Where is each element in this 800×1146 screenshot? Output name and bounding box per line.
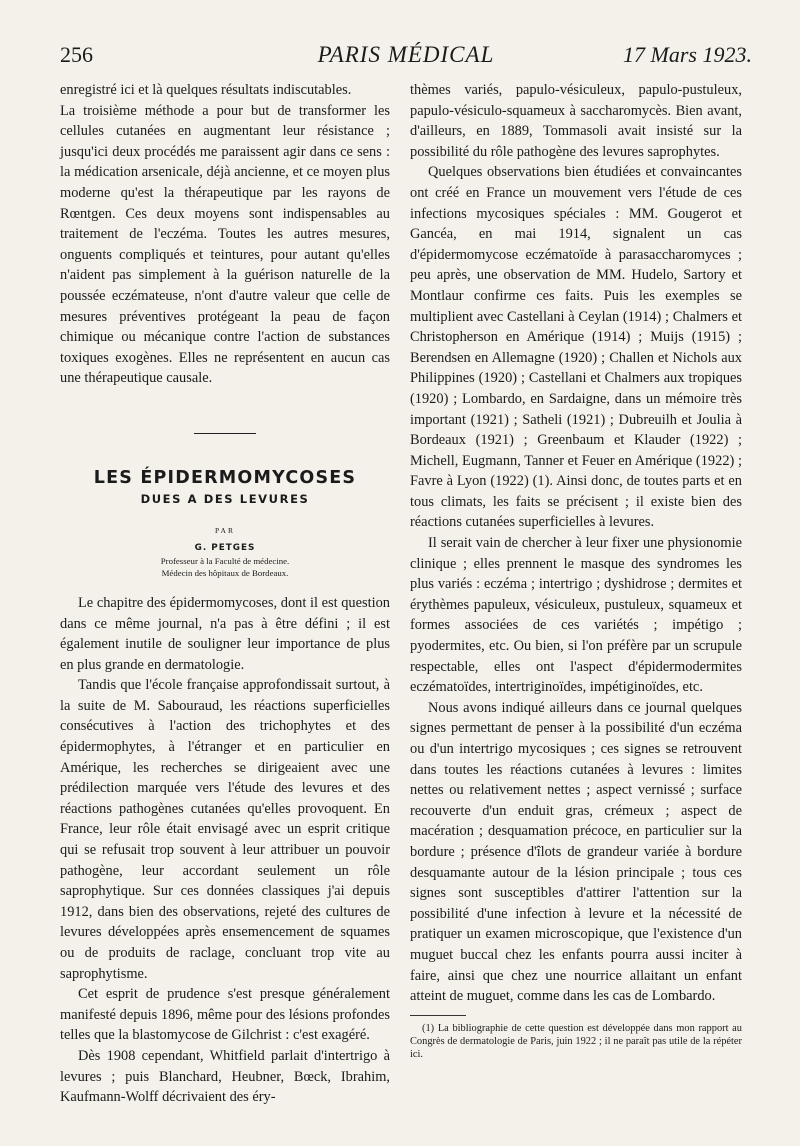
article-subtitle: DUES A DES LEVURES [140, 491, 310, 506]
paragraph: enregistré ici et là quelques résultats indiscutables. [60, 82, 352, 98]
affiliation-line: Médecin des hôpitaux de Bordeaux. [161, 567, 289, 578]
paragraph: Tandis que l'école française approfondissait surtout, à la suite de M. Sabouraud, les réactions superficielles consécutives à l'action des trichophytes et des épidermophytes, à l'étranger et en particulier en Amérique, les recherches se dirigeaient avec une prédilection marquée vers l'étude des levures et des réactions pathogènes cutanées qu'elles provoquent. En France, leur rôle était envisagé avec un esprit critique qui se refusait trop souvent à leur attribuer un pouvoir pathogène, leur accordant seulement un rôle saprophytique. Sur ces données classiques j'ai depuis 1912, dans bien des observations, rejeté des cultures de levures développées après ensemencement de squames ou de produits de raclage, concluant trop vite au saprophytisme. [60, 677, 390, 982]
paragraph: La troisième méthode a pour but de transformer les cellules cutanées en augmentant leur résistance ; jusqu'ici deux procédés me paraissent agir dans ce sens : la médication arsenicale, déjà ancienne, et ce moyen plus moderne qu'est la thérapeutique par les rayons de Rœntgen. Ces deux moyens sont indispensables au traitement de l'eczéma. Toutes les autres mesures, onguents compliqués et teintures, pour autant qu'elles n'aident pas simplement à la guérison naturelle de la poussée eczémateuse, n'ont d'autre valeur que celle de mesures préventives protégeant la peau de façon chimique ou mécanique contre l'action de substances toxiques exogènes. Elles ne représentent en aucun cas une thérapeutique causale. [60, 102, 390, 387]
journal-title: PARIS MÉDICAL [317, 42, 495, 67]
paragraph: Quelques observations bien étudiées et convaincantes ont créé en France un mouvement vers l'étude de ces infections mycosiques spéciales : MM. Gougerot et Gancéa, en mai 1914, signalent un cas d'épidermomycose eczématoïde à parasaccharomyces ; peu après, une observation de MM. Hudelo, Sartory et Montlaur confirme ces faits. Puis les exemples se multiplient avec Castellani à Ceylan (1914) ; Chalmers et Christopherson en Amérique (1914) ; Muijs (1915) ; Berendsen en Allemagne (1920) ; Challen et Nichols aux Philippines (1920) ; Castellani et Chalmers aux tropiques (1920) ; Lombardo, en Sardaigne, dans un mémoire très important (1921) ; Satheli (1921) ; Dubreuilh et Joulia à Bordeaux (1921) ; Greenbaum et Klauder (1922) ; Michell, Eugmann, Tanner et Feuer en Amérique (1922) ; Favre à Lyon (1922) (1). Ainsi donc, de toutes parts et en tous climats, les faits se précisent ; il existe bien des réactions cutanées superficielles à levures. [410, 164, 742, 531]
right-column [410, 80, 742, 1061]
left-column [60, 80, 390, 1108]
page-header [60, 42, 752, 76]
footnote-divider [410, 1015, 466, 1016]
byline-par: PAR [215, 525, 235, 535]
affiliation-line: Professeur à la Faculté de médecine. [160, 555, 290, 566]
article-title: LES ÉPIDERMOMYCOSES [93, 467, 357, 488]
page-number: 256 [60, 42, 93, 67]
paragraph: Le chapitre des épidermomycoses, dont il est question dans ce même journal, n'a pas à être défini ; il est également inutile de souligner leur importance de plus en plus grande en dermatologie. [60, 594, 390, 673]
section-divider [194, 433, 256, 434]
paragraph: Nous avons indiqué ailleurs dans ce journal quelques signes permettant de penser à la possibilité d'un eczéma ou d'un intertrigo mycosiques ; ces signes se retrouvent dans toutes les réactions cutanées à levures : limites nettes ou relativement nettes ; aspect vernissé ; surface recouverte d'un enduit gras, crémeux ; aspect de macération ; desquamation précoce, en particulier sur la bordure ; présence d'îlots de grandeur variée à bordure desquamante autour de la lésion principale ; tous ces signes sont susceptibles d'attirer l'attention sur la possibilité d'une infection à levure et la nécessité de pratiquer un examen microscopique, que l'existence d'un muguet buccal chez les enfants pourra aussi inciter à faire, ainsi que chez une nourrice allaitant un enfant atteint de muguet, comme dans les cas de Lombardo. [410, 699, 742, 1005]
paragraph: thèmes variés, papulo-vésiculeux, papulo-pustuleux, papulo-vésiculo-squameux à saccharomycès. Bien avant, d'ailleurs, en 1889, Tommasoli avait insisté sur la possibilité du rôle pathogène des levures saprophytes. [410, 82, 742, 160]
paragraph: Cet esprit de prudence s'est presque généralement manifesté depuis 1896, même pour des lésions profondes telles que la blastomycose de Gilchrist : c'est exagéré. [60, 986, 390, 1044]
issue-date: 17 Mars 1923. [623, 42, 752, 67]
author-affiliation [60, 555, 390, 579]
footnote: (1) La bibliographie de cette question est développée dans mon rapport au Congrès de dermatologie de Paris, juin 1922 ; il ne paraît pas utile de la répéter ici. [410, 1022, 742, 1060]
paragraph: Il serait vain de chercher à leur fixer une physionomie clinique ; elles prennent le masque des syndromes les plus variés : eczéma ; intertrigo ; dyshidrose ; dermites et érythèmes papuleux, vésiculeux, pustuleux, squameux et formes associées de ces variétés ; impétigo ; pyodermites, etc. Ou bien, si l'on préfère par un scrupule respectable, elles ont l'aspect d'épidermodermites eczématoïdes, intertriginoïdes, impétiginoïdes, etc. [410, 535, 742, 696]
paragraph: Dès 1908 cependant, Whitfield parlait d'intertrigo à levures ; puis Blanchard, Heubner, Bœck, Ibrahim, Kaufmann-Wolff décrivaient des éry- [60, 1047, 390, 1106]
article-author: G. PETGES [194, 542, 256, 553]
